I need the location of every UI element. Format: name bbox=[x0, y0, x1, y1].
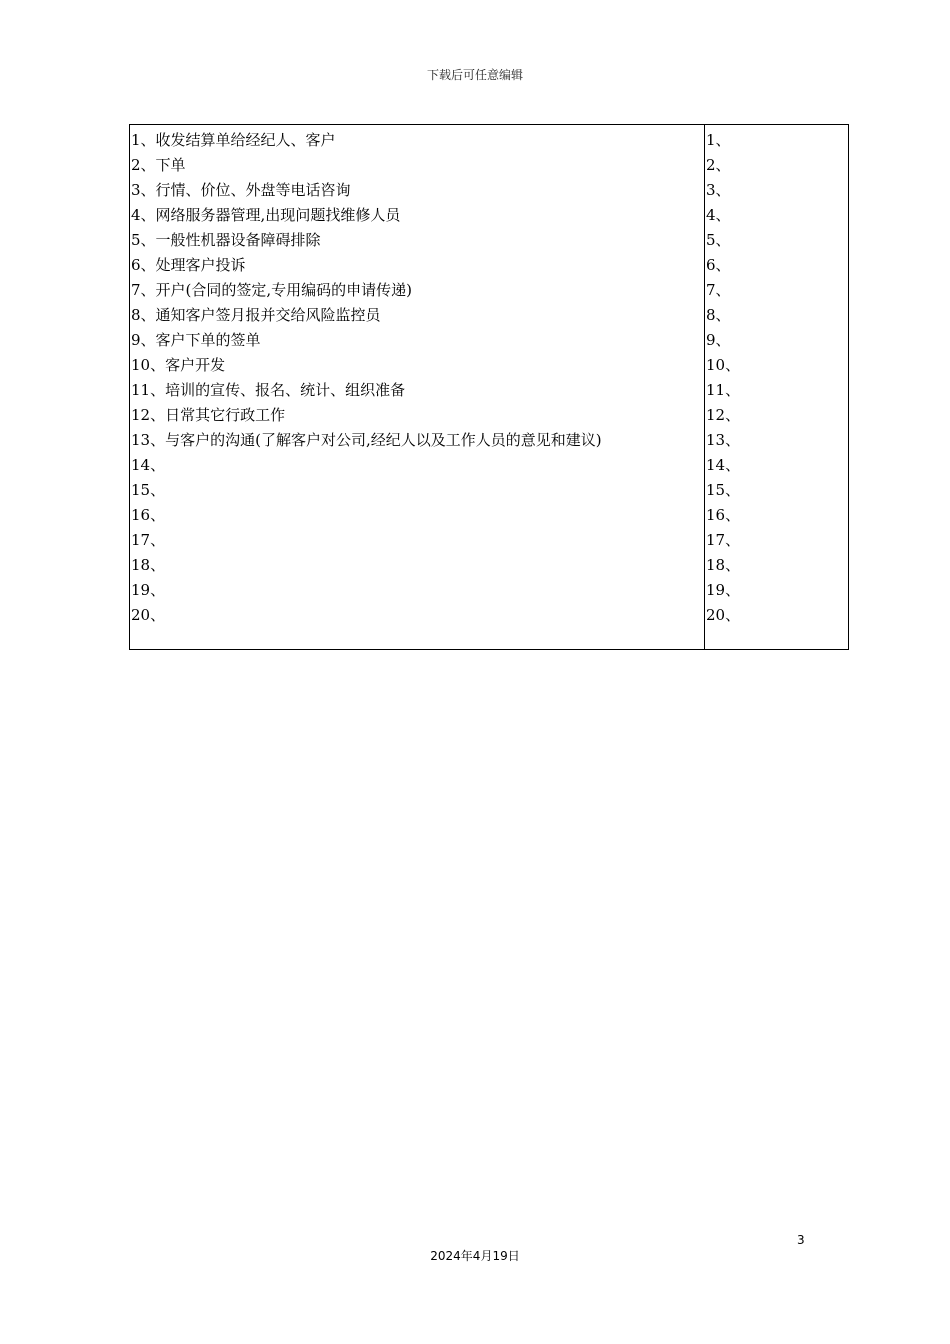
list-item: 12、日常其它行政工作 bbox=[131, 406, 286, 424]
list-item: 18、 bbox=[131, 556, 166, 574]
list-item: 7、 bbox=[706, 281, 731, 299]
list-item: 5、一般性机器设备障碍排除 bbox=[131, 231, 321, 249]
list-item: 18、 bbox=[706, 556, 741, 574]
duty-table bbox=[129, 124, 849, 650]
list-item: 13、 bbox=[706, 431, 741, 449]
footer-date: 2024年4月19日 bbox=[430, 1249, 520, 1263]
list-item: 17、 bbox=[706, 531, 741, 549]
list-item: 3、行情、价位、外盘等电话咨询 bbox=[131, 181, 351, 199]
list-item: 3、 bbox=[706, 181, 731, 199]
list-item: 8、通知客户签月报并交给风险监控员 bbox=[131, 306, 381, 324]
list-item: 20、 bbox=[131, 606, 166, 624]
list-item: 4、 bbox=[706, 206, 731, 224]
list-item: 6、处理客户投诉 bbox=[131, 256, 246, 274]
list-item: 7、开户(合同的签定,专用编码的申请传递) bbox=[131, 281, 413, 299]
page-number: 3 bbox=[797, 1233, 805, 1247]
list-item: 8、 bbox=[706, 306, 731, 324]
header-note: 下载后可任意编辑 bbox=[426, 68, 523, 82]
list-item: 1、收发结算单给经纪人、客户 bbox=[131, 131, 336, 149]
list-item: 15、 bbox=[131, 481, 166, 499]
list-item: 4、网络服务器管理,出现问题找维修人员 bbox=[131, 206, 401, 224]
list-item: 12、 bbox=[706, 406, 741, 424]
list-item: 5、 bbox=[706, 231, 731, 249]
duty-list-right bbox=[705, 125, 848, 649]
list-item: 9、 bbox=[706, 331, 731, 349]
list-item: 10、 bbox=[706, 356, 741, 374]
list-item: 16、 bbox=[706, 506, 741, 524]
list-item: 11、培训的宣传、报名、统计、组织准备 bbox=[131, 381, 406, 399]
list-item: 9、客户下单的签单 bbox=[131, 331, 261, 349]
list-item: 11、 bbox=[706, 381, 741, 399]
list-item: 19、 bbox=[131, 581, 166, 599]
list-item: 16、 bbox=[131, 506, 166, 524]
list-item: 1、 bbox=[706, 131, 731, 149]
list-item: 14、 bbox=[131, 456, 166, 474]
list-item: 17、 bbox=[131, 531, 166, 549]
list-item: 14、 bbox=[706, 456, 741, 474]
duty-list-left bbox=[130, 125, 705, 649]
list-item: 13、与客户的沟通(了解客户对公司,经纪人以及工作人员的意见和建议) bbox=[131, 431, 602, 449]
list-item: 6、 bbox=[706, 256, 731, 274]
list-item: 10、客户开发 bbox=[131, 356, 226, 374]
list-item: 2、 bbox=[706, 156, 731, 174]
list-item: 15、 bbox=[706, 481, 741, 499]
list-item: 20、 bbox=[706, 606, 741, 624]
list-item: 2、下单 bbox=[131, 156, 186, 174]
list-item: 19、 bbox=[706, 581, 741, 599]
